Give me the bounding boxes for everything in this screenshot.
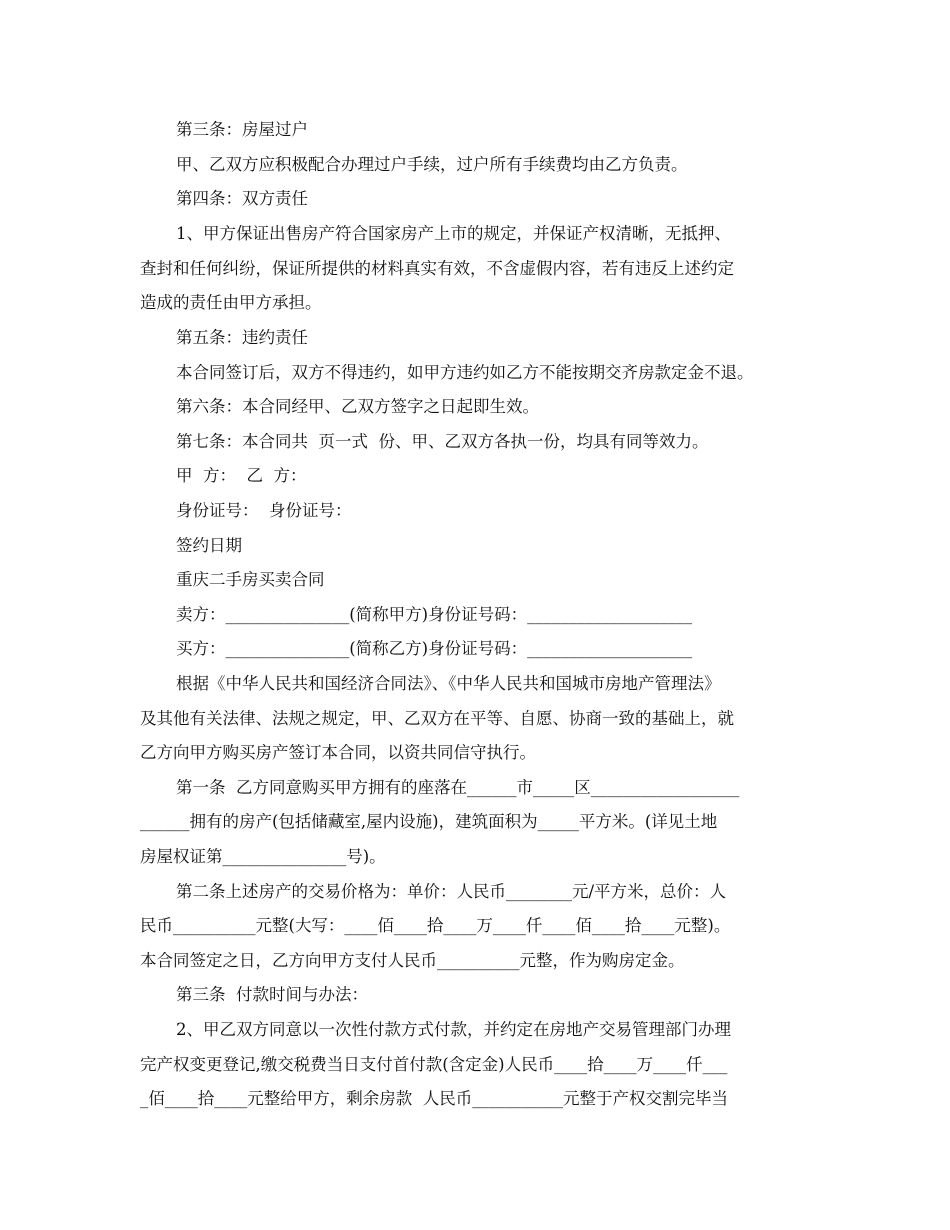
- article-1-continued: ______拥有的房产(包括储藏室,屋内设施)，建筑面积为_____平方米。(详见土地: [140, 812, 718, 831]
- article-2-continued: 民币__________元整(大写：____佰____拾____万____仟____佰____拾____元整)。: [140, 916, 731, 935]
- article-1: 第一条 乙方同意购买甲方拥有的座落在______市_____区__________________: [176, 778, 740, 797]
- article-1-continued: 房屋权证第_______________号)。: [140, 847, 386, 866]
- signing-date: 签约日期: [176, 536, 242, 555]
- article-3-continued: _佰____拾____元整给甲方，剩余房款 人民币___________元整于产权交割完毕当: [140, 1089, 728, 1108]
- preamble: 根据《中华人民共和国经济合同法》、《中华人民共和国城市房地产管理法》: [176, 674, 721, 693]
- paragraph: 本合同签订后，双方不得违约，如甲方违约如乙方不能按期交齐房款定金不退。: [176, 363, 754, 382]
- clause-5-heading: 第五条：违约责任: [176, 328, 308, 347]
- article-3-heading: 第三条 付款时间与办法：: [176, 985, 368, 1004]
- preamble-continued: 乙方向甲方购买房产签订本合同，以资共同信守执行。: [140, 743, 536, 762]
- article-3-continued: 完产权变更登记,缴交税费当日支付首付款(含定金)人民币____拾____万____仟___: [140, 1055, 728, 1074]
- clause-7: 第七条：本合同共 页一式 份、甲、乙双方各执一份，均具有同等效力。: [176, 432, 709, 451]
- contract-title: 重庆二手房买卖合同: [176, 570, 325, 589]
- seller-field: 卖方：_______________(简称甲方)身份证号码：____________________: [176, 605, 693, 624]
- party-labels: 甲 方： 乙 方：: [176, 466, 307, 485]
- article-3-item-2: 2、甲乙双方同意以一次性付款方式付款，并约定在房地产交易管理部门办理: [176, 1020, 731, 1039]
- article-2: 第二条上述房产的交易价格为：单价：人民币________元/平方米，总价：人: [176, 882, 727, 901]
- clause-6: 第六条：本合同经甲、乙双方签字之日起即生效。: [176, 397, 539, 416]
- clause-4-heading: 第四条：双方责任: [176, 189, 308, 208]
- article-2-continued: 本合同签定之日，乙方向甲方支付人民币__________元整，作为购房定金。: [140, 951, 685, 970]
- paragraph: 甲、乙双方应积极配合办理过户手续，过户所有手续费均由乙方负责。: [176, 155, 688, 174]
- buyer-field: 买方：_______________(简称乙方)身份证号码：____________________: [176, 639, 693, 658]
- paragraph-continued: 查封和任何纠纷，保证所提供的材料真实有效，不含虚假内容，若有违反上述约定: [140, 259, 734, 278]
- clause-3-heading: 第三条：房屋过户: [176, 120, 308, 139]
- preamble-continued: 及其他有关法律、法规之规定，甲、乙双方在平等、自愿、协商一致的基础上，就: [140, 709, 734, 728]
- id-labels: 身份证号： 身份证号：: [176, 501, 352, 520]
- paragraph-continued: 造成的责任由甲方承担。: [140, 293, 322, 312]
- paragraph: 1、甲方保证出售房产符合国家房产上市的规定，并保证产权清晰，无抵押、: [176, 224, 731, 243]
